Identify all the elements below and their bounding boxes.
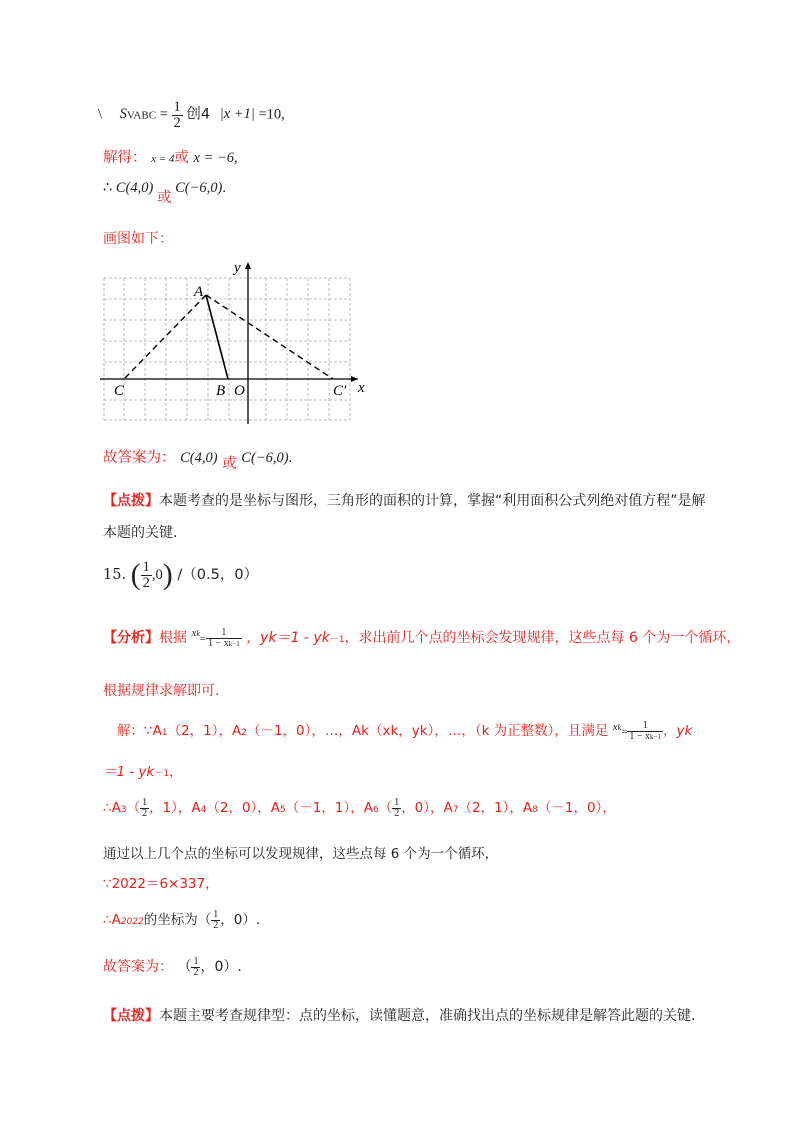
answer-c1: C(4,0) bbox=[180, 450, 218, 466]
tip2-text: 本题主要考查规律型：点的坐标，读懂题意，准确找出点的坐标规律是解答此题的关键. bbox=[159, 1008, 696, 1024]
point-c1: C(4,0) bbox=[115, 180, 154, 196]
den: 1 − x bbox=[629, 730, 651, 742]
num: 1 bbox=[142, 796, 148, 808]
half-fraction bbox=[172, 100, 183, 130]
area-symbol: S bbox=[119, 106, 127, 123]
answer-line-2 bbox=[103, 956, 242, 978]
analysis-text: 根据 bbox=[159, 630, 187, 646]
den-sub: k−1 bbox=[228, 639, 240, 648]
sol3-f-sub: 8 bbox=[532, 805, 538, 815]
sol3-frac1 bbox=[140, 798, 149, 819]
den-sub: k−1 bbox=[650, 732, 661, 741]
sol6-frac bbox=[211, 910, 220, 931]
coordinate-figure bbox=[96, 258, 368, 428]
y-axis-label: y bbox=[234, 260, 241, 276]
y-axis-arrow-icon bbox=[245, 262, 251, 269]
sol-b-sub: 2 bbox=[241, 728, 247, 738]
yk-relation: ，yk＝1 - yk bbox=[246, 630, 330, 646]
or-text: 或 bbox=[174, 150, 189, 166]
sol3-e: ，0），A bbox=[401, 800, 453, 816]
sol3-g: （－1，0）， bbox=[537, 800, 616, 816]
solution-line4: 通过以上几个点的坐标可以发现规律，这些点每 6 个为一个循环， bbox=[103, 846, 499, 862]
solution-line6 bbox=[103, 908, 260, 931]
q15-fraction bbox=[141, 560, 152, 590]
analysis-line1 bbox=[103, 627, 740, 649]
xk-expr bbox=[191, 627, 199, 639]
analysis-line2: 根据规律求解即可. bbox=[103, 683, 220, 699]
tip-tag: 【点拨】 bbox=[103, 493, 159, 509]
point-c2: C(−6,0) bbox=[175, 180, 223, 196]
solution-x1: x = 4 bbox=[151, 153, 175, 165]
q15-alt-answer: /（0.5，0） bbox=[177, 567, 259, 583]
num: 1 bbox=[627, 721, 663, 732]
answer-line-1 bbox=[103, 446, 293, 472]
xk-sub: k bbox=[617, 723, 622, 732]
tip-1 bbox=[103, 490, 706, 510]
area-subscript: VABC bbox=[126, 109, 157, 122]
sol-a-sub: 1 bbox=[161, 728, 168, 738]
sol-fraction bbox=[627, 721, 663, 742]
tip-2 bbox=[103, 1005, 695, 1025]
sol3-a: ∴A bbox=[103, 800, 121, 816]
sol-d: ，yk bbox=[663, 723, 693, 739]
tip-text-line1: 本题考查的是坐标与图形，三角形的面积的计算，掌握“利用面积公式列绝对值方程”是解 bbox=[159, 493, 706, 509]
point-c-prime-label: C′ bbox=[333, 383, 347, 399]
question-number: 15. bbox=[103, 567, 127, 583]
sol3-d-sub: 6 bbox=[372, 805, 379, 815]
or-text: 或 bbox=[156, 190, 172, 206]
sol-l2: ＝1 - yk bbox=[103, 764, 155, 780]
solve-label: 解得： bbox=[103, 150, 147, 166]
sol3-f: （2，1），A bbox=[458, 800, 533, 816]
segment-ac bbox=[124, 295, 206, 379]
solution-line1 bbox=[117, 719, 692, 742]
analysis-tag: 【分析】 bbox=[103, 630, 159, 646]
tip2-tag: 【点拨】 bbox=[103, 1008, 159, 1024]
or-text: 或 bbox=[222, 456, 237, 472]
area-formula-line bbox=[98, 100, 285, 130]
num: 1 bbox=[142, 559, 150, 575]
sol3-e-sub: 7 bbox=[452, 805, 459, 815]
point-c-label: C bbox=[114, 383, 125, 399]
num: 1 bbox=[193, 955, 199, 967]
period: . bbox=[288, 450, 293, 466]
den: 2 bbox=[193, 966, 199, 978]
sol-l2-sub: －1 bbox=[154, 769, 170, 779]
period: . bbox=[222, 180, 226, 196]
sol-b: （2，1），A bbox=[167, 723, 242, 739]
tip-text-line2: 本题的关键. bbox=[103, 525, 178, 541]
sol3-frac2 bbox=[392, 798, 401, 819]
x-axis-label: x bbox=[358, 380, 365, 396]
therefore-line bbox=[103, 176, 226, 206]
sol-a: 解：∵A bbox=[117, 723, 162, 739]
num: 1 bbox=[173, 99, 181, 115]
point-a-label: A bbox=[194, 284, 204, 300]
den: 2 bbox=[142, 574, 150, 591]
den: 2 bbox=[213, 919, 219, 931]
draw-label: 画图如下： bbox=[103, 231, 173, 247]
close-paren: ) bbox=[162, 558, 173, 591]
therefore-symbol: ∴ bbox=[103, 180, 113, 196]
den: 2 bbox=[142, 807, 148, 819]
answer-label: 故答案为： bbox=[103, 450, 176, 466]
sol3-c-sub: 5 bbox=[280, 805, 286, 815]
xk-expr bbox=[613, 721, 621, 733]
sol-l2-end: ， bbox=[169, 764, 183, 780]
open-paren: ( bbox=[130, 558, 141, 591]
xk: x bbox=[612, 721, 618, 733]
backslash: \ bbox=[98, 106, 103, 123]
sol3-a-sub: 3 bbox=[120, 805, 127, 815]
answer2-open: （ bbox=[177, 959, 192, 975]
x-axis-arrow-icon bbox=[351, 376, 358, 382]
den: 2 bbox=[394, 807, 400, 819]
sol3-b: ，1），A bbox=[149, 800, 201, 816]
sol6-b: 的坐标为（ bbox=[143, 912, 212, 928]
equals: = bbox=[159, 106, 168, 123]
sol6-a-sub: 2022 bbox=[120, 917, 144, 927]
den: 1 − x bbox=[208, 637, 229, 649]
equals: = bbox=[621, 726, 628, 738]
sol3-b-sub: 4 bbox=[200, 805, 207, 815]
sol-c: （－1，0），…，Ak（xk，yk），…，（k 为正整数），且满足 bbox=[246, 723, 609, 739]
abs-expression: |x +1| bbox=[219, 106, 255, 123]
sol6-a: ∴A bbox=[103, 912, 121, 928]
solution-line5: ∵2022＝6×337， bbox=[103, 876, 219, 892]
analysis-rest: ，求出前几个点的坐标会发现规律，这些点每 6 个为一个循环， bbox=[344, 630, 741, 646]
num: 1 bbox=[213, 908, 219, 920]
open-paren: （ bbox=[378, 800, 393, 816]
analysis-fraction bbox=[206, 628, 242, 649]
solution-line2 bbox=[103, 760, 183, 780]
equals: = bbox=[199, 633, 207, 645]
solution-x2: x = −6, bbox=[193, 150, 238, 166]
solution-line3 bbox=[103, 796, 616, 819]
xk-sub: k bbox=[196, 629, 200, 638]
answer2-rest: ，0）. bbox=[200, 959, 242, 975]
point-b-label: B bbox=[216, 383, 226, 399]
sol6-c: ，0）. bbox=[220, 912, 261, 928]
garbled-text: 创4 bbox=[186, 106, 211, 123]
answer2-label: 故答案为： bbox=[103, 959, 173, 975]
point-o-label: O bbox=[234, 383, 245, 399]
sol3-c: （2，0），A bbox=[206, 800, 281, 816]
coord-rest: ,0 bbox=[151, 567, 163, 583]
q15-answer bbox=[103, 558, 258, 592]
answer-c2: C(−6,0) bbox=[241, 450, 289, 466]
num: 1 bbox=[206, 628, 242, 639]
xk: x bbox=[191, 627, 197, 639]
den: 2 bbox=[173, 114, 181, 131]
num: 1 bbox=[394, 796, 400, 808]
sol3-d: （－1，1），A bbox=[285, 800, 373, 816]
yk-sub: －1 bbox=[329, 635, 345, 645]
open-paren: （ bbox=[126, 800, 141, 816]
equals-ten: =10, bbox=[258, 106, 285, 123]
grid bbox=[104, 278, 350, 420]
solve-line bbox=[103, 146, 238, 167]
